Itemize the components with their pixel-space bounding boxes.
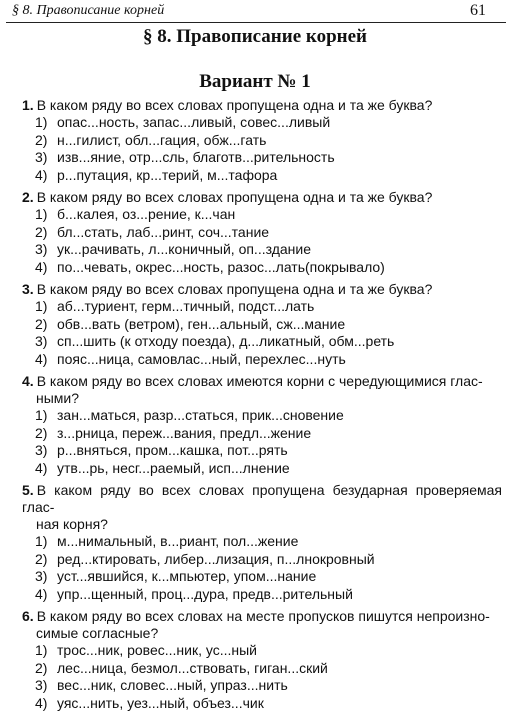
question-number: 3. — [22, 281, 34, 297]
option-number: 4) — [35, 166, 48, 183]
question-block — [22, 482, 502, 603]
answer-option — [35, 333, 502, 351]
question-block — [22, 189, 502, 276]
option-number: 2) — [35, 131, 48, 148]
header-rule — [6, 22, 506, 23]
option-text: сп...шить (к отходу поезда), д...ликатный, обм...реть — [57, 333, 395, 349]
question-number: 5. — [22, 482, 34, 498]
question-number: 4. — [22, 373, 34, 389]
answer-option — [35, 167, 502, 185]
option-number: 3) — [35, 442, 48, 458]
question-line: В каком ряду во всех словах имеются корни с чередующимися глас- — [36, 373, 483, 389]
answer-option — [35, 224, 502, 242]
option-text: изв...яние, отр...сль, благотв...рительность — [57, 149, 335, 165]
option-text: р...путация, кр...терий, м...тафора — [57, 166, 278, 183]
answer-option — [35, 241, 502, 259]
question-text — [22, 189, 502, 206]
answer-option — [35, 442, 502, 460]
option-number: 4) — [35, 585, 48, 602]
variant-title: Вариант № 1 — [199, 71, 311, 92]
option-text: уст...явшийся, к...мпьютер, упом...нание — [57, 568, 317, 584]
answer-option — [35, 460, 502, 478]
option-number: 3) — [35, 568, 48, 584]
option-number: 1) — [35, 206, 48, 222]
answer-option — [35, 695, 502, 713]
option-number: 4) — [35, 258, 48, 275]
option-text: з...рница, переж...вания, предл...жение — [57, 424, 312, 441]
answer-option — [35, 114, 502, 132]
question-list — [22, 97, 502, 717]
option-number: 1) — [35, 407, 48, 423]
option-text: утв...рь, несг...раемый, исп...лнение — [57, 459, 290, 476]
answer-options — [22, 114, 502, 184]
option-number: 4) — [35, 350, 48, 367]
answer-option — [35, 351, 502, 369]
question-line: В каком ряду во всех словах пропущена одна и та же буква? — [36, 97, 433, 113]
option-number: 1) — [35, 642, 48, 658]
question-text — [22, 281, 502, 298]
option-number: 3) — [35, 333, 48, 349]
option-text: пояс...ница, самовлас...ный, перехлес...нуть — [57, 350, 346, 367]
option-text: аб...туриент, герм...тичный, подст...лать — [57, 298, 315, 314]
option-text: лес...ница, безмол...ствовать, гиган...ский — [57, 659, 328, 676]
option-text: уяс...нить, уез...ный, объез...чик — [57, 694, 264, 711]
answer-options — [22, 642, 502, 712]
option-text: обв...вать (ветром), ген...альный, сж...мание — [57, 315, 346, 332]
option-text: упр...щенный, проц...дура, предв...рительный — [57, 585, 353, 602]
question-line-continued: симые согласные? — [36, 625, 159, 641]
option-number: 4) — [35, 694, 48, 711]
answer-option — [35, 660, 502, 678]
answer-option — [35, 149, 502, 167]
answer-options — [22, 533, 502, 603]
question-block — [22, 373, 502, 477]
question-text — [22, 482, 502, 533]
option-number: 3) — [35, 149, 48, 165]
answer-option — [35, 206, 502, 224]
option-number: 1) — [35, 114, 48, 130]
option-text: бл...стать, лаб...ринт, соч...тание — [57, 223, 270, 240]
question-block — [22, 608, 502, 712]
answer-option — [35, 533, 502, 551]
option-number: 4) — [35, 459, 48, 476]
answer-option — [35, 677, 502, 695]
answer-options — [22, 407, 502, 477]
answer-option — [35, 586, 502, 604]
question-line: В каком ряду во всех словах пропущена безударная проверяемая глас- — [22, 482, 502, 515]
question-text — [22, 97, 502, 114]
option-text: н...гилист, обл...гация, обж...гать — [57, 131, 267, 148]
question-text — [22, 373, 502, 407]
question-block — [22, 281, 502, 368]
option-text: р...вняться, пром...кашка, пот...рять — [57, 442, 288, 458]
answer-option — [35, 551, 502, 569]
answer-option — [35, 407, 502, 425]
question-number: 2. — [22, 189, 34, 205]
option-number: 1) — [35, 533, 48, 549]
option-text: ред...ктировать, либер...лизация, п...лнокровный — [57, 550, 375, 567]
option-text: трос...ник, ровес...ник, ус...ный — [57, 642, 257, 658]
option-number: 2) — [35, 659, 48, 676]
question-line: В каком ряду во всех словах пропущена одна и та же буква? — [36, 281, 433, 297]
option-text: ук...рачивать, л...коничный, оп...здание — [57, 241, 312, 257]
question-block — [22, 97, 502, 184]
option-number: 1) — [35, 298, 48, 314]
option-number: 2) — [35, 424, 48, 441]
answer-options — [22, 206, 502, 276]
question-line: В каком ряду во всех словах на месте пропусков пишутся непроизно- — [36, 608, 490, 624]
page-number: 61 — [470, 2, 486, 19]
running-title: § 8. Правописание корней — [12, 3, 165, 18]
answer-option — [35, 642, 502, 660]
option-text: вес...ник, словес...ный, упраз...нить — [57, 677, 288, 693]
option-text: м...нимальный, в...риант, пол...жение — [57, 533, 299, 549]
option-number: 3) — [35, 677, 48, 693]
option-text: б...калея, оз...рение, к...чан — [57, 206, 236, 222]
option-number: 2) — [35, 550, 48, 567]
section-title: § 8. Правописание корней — [143, 26, 367, 47]
answer-options — [22, 298, 502, 368]
question-line: В каком ряду во всех словах пропущена одна и та же буква? — [36, 189, 433, 205]
question-line-continued: ная корня? — [36, 516, 108, 532]
question-number: 1. — [22, 97, 34, 113]
answer-option — [35, 425, 502, 443]
option-number: 3) — [35, 241, 48, 257]
question-number: 6. — [22, 608, 34, 624]
answer-option — [35, 316, 502, 334]
answer-option — [35, 568, 502, 586]
option-number: 2) — [35, 223, 48, 240]
option-text: по...чевать, окрес...ность, разос...лать(покрывало) — [57, 258, 385, 275]
question-line-continued: ными? — [36, 390, 80, 406]
option-text: зан...маться, разр...статься, прик...сновение — [57, 407, 344, 423]
answer-option — [35, 132, 502, 150]
option-text: опас...ность, запас...ливый, совес...ливый — [57, 114, 331, 130]
page-header — [0, 0, 510, 22]
answer-option — [35, 259, 502, 277]
answer-option — [35, 298, 502, 316]
question-text — [22, 608, 502, 642]
option-number: 2) — [35, 315, 48, 332]
